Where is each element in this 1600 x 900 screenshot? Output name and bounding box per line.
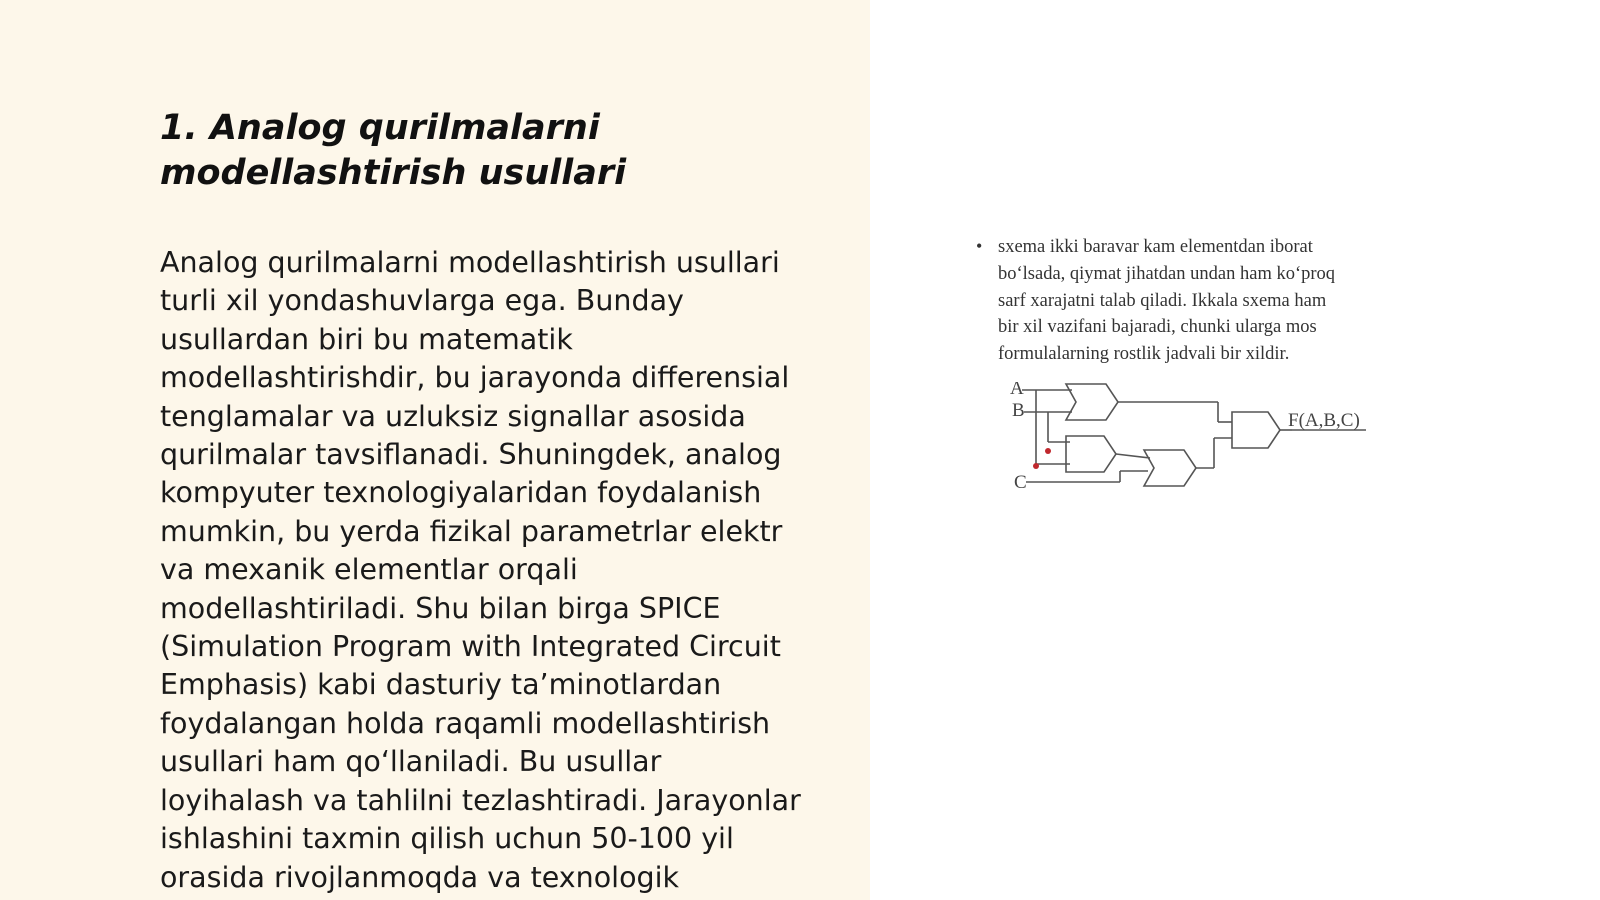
slide-body-text: Analog qurilmalarni modellashtirish usullari turli xil yondashuvlarga ega. Bunday usullardan biri bu matematik modellashtirishdir, bu jarayonda differensial tenglamalar va uzluksiz signallar asosida qurilmalar tavsiflanadi. Shuningdek, analog kompyuter texnologiyalaridan foydalanish mumkin, bu yerda fizikal parametrlar elektr va mexanik elementlar orqali modellashtiriladi. Shu bilan birga SPICE (Simulation Program with Integrated Circuit Emphasis) kabi dasturiy ta’minotlardan foydalangan holda raqamli modellashtirish usullari ham qo‘llaniladi. Bu usullar loyihalash va tahlilni tezlashtiradi. Jarayonlar ishlashini taxmin qilish uchun 50-100 yil orasida rivojlanmoqda va texnologik (160, 246, 801, 894)
gate-1-icon (1066, 384, 1118, 420)
label-c: C (1014, 472, 1027, 493)
junction-dot-a (1033, 463, 1039, 469)
figure-caption: sxema ikki baravar kam elementdan iborat bo‘lsada, qiymat jihatdan undan ham ko‘proq sarf xarajatni talab qiladi. Ikkala sxema ham bir xil vazifani bajaradi, chunki ularga mos formulalarning rostlik jadvali bir xildir. (998, 237, 1336, 365)
label-b: B (1012, 400, 1025, 421)
slide-title: 1. Analog qurilmalarni modellashtirish usullari (160, 108, 627, 193)
junction-dot-b (1045, 448, 1051, 454)
label-a: A (1010, 382, 1024, 399)
logic-circuit-diagram (1010, 382, 1390, 502)
circuit-figure (970, 234, 1420, 514)
gate-2-icon (1066, 436, 1116, 472)
gate-4-icon (1232, 412, 1280, 448)
gate-3-icon (1144, 450, 1196, 486)
label-output: F(A,B,C) (1288, 410, 1360, 431)
bullet-icon: • (976, 236, 983, 256)
